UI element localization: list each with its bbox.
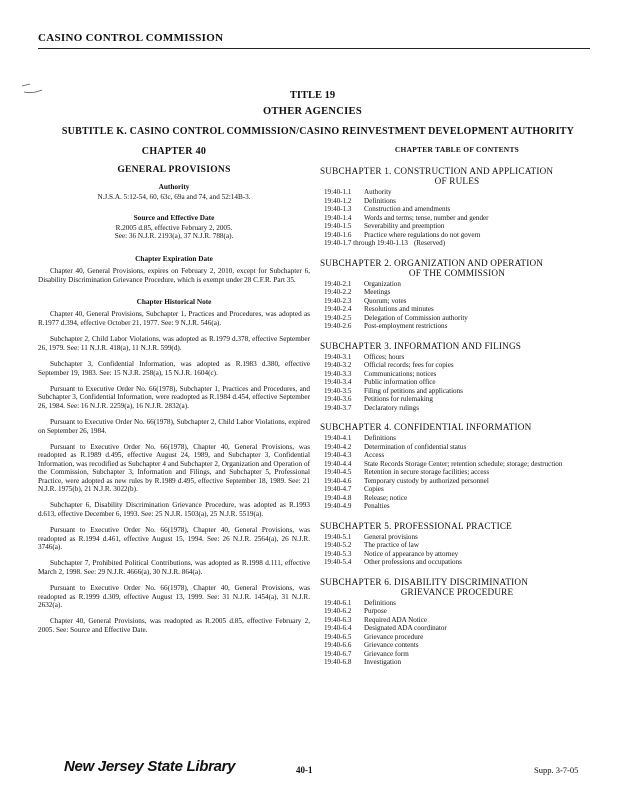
section-entry: [320, 305, 594, 314]
page-number: 40-1: [296, 765, 313, 775]
section-title: Access: [364, 451, 385, 460]
section-list: [320, 533, 594, 567]
section-title: The practice of law: [364, 541, 419, 550]
section-title: State Records Storage Center; retention schedule; storage; destruction: [364, 459, 563, 468]
section-title: Filing of petitions and applications: [364, 386, 463, 395]
history-paragraph: Subchapter 2, Child Labor Violations, was adopted as R.1979 d.378, effective September 26, 1979. See: 11 N.J.R. 418(a), 11 N.J.R. 599(d).: [38, 335, 310, 352]
section-title: Organization: [364, 279, 401, 288]
subchapter-title-line-2: OF RULES: [434, 176, 480, 187]
section-title: Quorum; votes: [364, 296, 407, 305]
subchapter-heading: [320, 341, 594, 351]
section-entry: [320, 641, 594, 650]
right-column: [320, 146, 594, 667]
chapter-name: GENERAL PROVISIONS: [117, 165, 231, 176]
table-of-contents: [320, 166, 594, 667]
source-line-1: R.2005 d.85, effective February 2, 2005.: [115, 224, 233, 233]
section-number: 19:40-4.1: [324, 434, 352, 443]
subchapter-title-line-1: SUBCHAPTER 3. INFORMATION AND FILINGS: [320, 340, 522, 351]
section-entry: [320, 494, 594, 503]
section-number: 19:40-3.4: [324, 378, 352, 387]
section-entry: [320, 314, 594, 323]
library-logo: New Jersey State Library: [64, 758, 236, 775]
section-title: Resolutions and minutes: [364, 305, 434, 314]
section-number: 19:40-1.6: [324, 230, 352, 239]
section-title: Definitions: [364, 598, 396, 607]
history-notes: [38, 310, 310, 634]
authority-heading: Authority: [158, 181, 190, 191]
section-entry: [320, 451, 594, 460]
section-number: 19:40-1.4: [324, 213, 352, 222]
section-entry: [320, 541, 594, 550]
history-paragraph: Chapter 40, General Provisions, was readopted as R.2005 d.85, effective February 2, 2005. See: Source and Effective Date.: [38, 617, 310, 634]
section-entry: [320, 650, 594, 659]
history-paragraph: Pursuant to Executive Order No. 66(1978), Chapter 40, General Provisions, was readopted as R.1999 d.309, effective August 13, 1999. See: 31 N.J.R. 1454(a), 31 N.J.R. 2632(a).: [38, 584, 310, 610]
section-entry: [320, 443, 594, 452]
authority-text: N.J.S.A. 5:12-54, 60, 63c, 69a and 74, and 52:14B-3.: [97, 193, 251, 202]
section-title: Grievance form: [364, 649, 409, 658]
section-entry: [320, 370, 594, 379]
history-paragraph: Pursuant to Executive Order No. 66(1978), Chapter 40, General Provisions, was readopted as R.1994 d.461, effective August 15, 1994. See: 26 N.J.R. 2564(a), 26 N.J.R. 3746(a).: [38, 526, 310, 551]
section-title: Communications; notices: [364, 369, 437, 378]
subchapter-title-line-1: SUBCHAPTER 4. CONFIDENTIAL INFORMATION: [320, 422, 532, 433]
section-entry: [320, 616, 594, 625]
section-number: 19:40-1.5: [324, 222, 352, 231]
section-title: Petitions for rulemaking: [364, 395, 433, 404]
section-title: Severability and preemption: [364, 222, 445, 231]
section-title: Release; notice: [364, 493, 408, 502]
section-number: 19:40-4.9: [324, 502, 352, 511]
section-title: Designated ADA coordinator: [364, 624, 447, 633]
section-number: 19:40-4.4: [324, 459, 352, 468]
subchapter-title-line-1: SUBCHAPTER 5. PROFESSIONAL PRACTICE: [320, 520, 512, 531]
section-title: Grievance procedure: [364, 632, 424, 641]
source-line-2: See: 36 N.J.R. 2193(a), 37 N.J.R. 788(a).: [114, 232, 234, 241]
section-title: Offices; hours: [364, 352, 405, 361]
expiration-text: Chapter 40, General Provisions, expires on February 2, 2010, except for Subchapter 6, Disability Discrimination Grievance Procedure, which is exempt under 28 C.F.R. Part 35.: [38, 267, 310, 284]
section-entry: [320, 197, 594, 206]
section-title: Authority: [364, 188, 392, 197]
section-title: Public information office: [364, 378, 436, 387]
section-number: 19:40-2.4: [324, 305, 352, 314]
section-entry: [320, 658, 594, 667]
running-head: CASINO CONTROL COMMISSION: [38, 32, 224, 44]
history-paragraph: Pursuant to Executive Order No. 66(1978), Subchapter 1, Practices and Procedures, and Subchapter 3, Confidential Information, were readopted as R.1984 d.454, effective September 26, 1984. See: 16 N.J.R. 2259(a), 16 N.J.R. 2832(a).: [38, 384, 310, 410]
section-title: Notice of appearance by attorney: [364, 549, 459, 558]
section-number: 19:40-5.2: [324, 541, 352, 550]
section-entry: [320, 231, 594, 240]
section-entry: [320, 205, 594, 214]
section-number: 19:40-6.1: [324, 598, 352, 607]
section-entry: [320, 297, 594, 306]
section-entry: [320, 395, 594, 404]
section-title: Definitions: [364, 434, 396, 443]
source-heading: Source and Effective Date: [133, 212, 215, 222]
section-number: 19:40-6.3: [324, 615, 352, 624]
section-number: 19:40-4.7: [324, 485, 352, 494]
section-entry: [320, 280, 594, 289]
supplement-date: Supp. 3-7-05: [534, 765, 579, 775]
section-number: 19:40-1.2: [324, 196, 352, 205]
section-entry: [320, 188, 594, 197]
section-entry: [320, 404, 594, 413]
history-heading: Chapter Historical Note: [136, 297, 212, 307]
section-number: 19:40-5.3: [324, 549, 352, 558]
section-list: [320, 280, 594, 331]
section-number: 19:40-6.8: [324, 658, 352, 667]
section-entry: [320, 378, 594, 387]
section-entry: [320, 477, 594, 486]
section-entry: [320, 322, 594, 331]
section-title: Other professions and occupations: [364, 558, 462, 567]
subchapter-heading: [320, 521, 594, 531]
section-number: 19:40-3.3: [324, 369, 352, 378]
section-title: Construction and amendments: [364, 205, 451, 214]
section-number: 19:40-4.6: [324, 476, 352, 485]
section-number: 19:40-3.6: [324, 395, 352, 404]
section-number: 19:40-4.5: [324, 468, 352, 477]
section-number: 19:40-3.1: [324, 352, 352, 361]
section-title: Copies: [364, 485, 384, 494]
section-list: [320, 353, 594, 413]
section-number: 19:40-3.5: [324, 386, 352, 395]
section-title: Grievance contents: [364, 641, 419, 650]
section-title: Delegation of Commission authority: [364, 313, 468, 322]
title-number: TITLE 19: [289, 90, 336, 101]
section-number: 19:40-3.7: [324, 403, 352, 412]
history-paragraph: Subchapter 7, Prohibited Political Contributions, was adopted as R.1998 d.111, effective March 2, 1998. See: 29 N.J.R. 4666(a), 30 N.J.R. 864(a).: [38, 559, 310, 576]
section-number: 19:40-4.8: [324, 493, 352, 502]
section-entry: [320, 222, 594, 231]
header-rule: [38, 48, 590, 49]
section-number: 19:40-3.2: [324, 361, 352, 370]
section-entry: [320, 533, 594, 542]
section-title: Practice where regulations do not govern: [364, 230, 481, 239]
section-number: 19:40-6.4: [324, 624, 352, 633]
left-column: [38, 146, 310, 634]
subchapter-heading: [320, 258, 594, 278]
subtitle-heading: SUBTITLE K. CASINO CONTROL COMMISSION/CASINO REINVESTMENT DEVELOPMENT AUTHORITY: [61, 126, 575, 137]
chapter-heading: CHAPTER 40: [141, 146, 207, 157]
section-title: Words and terms; tense, number and gender: [364, 213, 489, 222]
history-paragraph: Pursuant to Executive Order No. 66(1978), Chapter 40, General Provisions, was readopted as R.1989 d.495, effective August 24, 1989, and Subchapter 3, Confidential Information, was recodified as Subchapter 4 and Subchapter 2, Organization and Operation of the Commission, Subchapter 3, Information and Filings, and Subchapter 5, Professional Practice, were adopted as new rules by R.1989 d.495, effective September 18, 1989. See: 21 N.J.R. 1975(b), 21 N.J.R. 3022(b).: [38, 442, 310, 493]
section-number: 19:40-5.4: [324, 558, 352, 567]
section-number: 19:40-2.2: [324, 288, 352, 297]
subchapter-title-line-1: SUBCHAPTER 1. CONSTRUCTION AND APPLICATION: [320, 166, 554, 177]
section-entry: [320, 460, 594, 469]
section-number: 19:40-2.5: [324, 313, 352, 322]
section-number: 19:40-4.3: [324, 451, 352, 460]
section-list: [320, 188, 594, 248]
section-title: Required ADA Notice: [364, 615, 428, 624]
section-title: Definitions: [364, 196, 396, 205]
section-entry: [320, 239, 594, 248]
section-entry: [320, 434, 594, 443]
subchapter-heading: [320, 166, 594, 186]
section-title: Official records; fees for copies: [364, 361, 454, 370]
subchapter-title-line-1: SUBCHAPTER 2. ORGANIZATION AND OPERATION: [320, 257, 544, 268]
section-number: 19:40-1.3: [324, 205, 352, 214]
section-title: Penalties: [364, 502, 390, 511]
history-paragraph: Subchapter 6, Disability Discrimination Grievance Procedure, was adopted as R.1993 d.613, effective December 6, 1993. See: 25 N.J.R. 1503(a), 25 N.J.R. 5519(a).: [38, 501, 310, 518]
agency-heading: OTHER AGENCIES: [262, 106, 363, 117]
section-entry: [320, 607, 594, 616]
section-title: General provisions: [364, 532, 418, 541]
subchapter-heading: [320, 577, 594, 597]
section-entry: [320, 485, 594, 494]
section-title: Post-employment restrictions: [364, 322, 448, 331]
section-number: 19:40-5.1: [324, 532, 352, 541]
section-entry: [320, 633, 594, 642]
section-entry: [320, 361, 594, 370]
section-title: Temporary custody by authorized personnel: [364, 476, 489, 485]
section-number: 19:40-1.1: [324, 188, 352, 197]
section-entry: [320, 353, 594, 362]
section-title: Purpose: [364, 607, 387, 616]
section-entry: [320, 468, 594, 477]
subchapter-title-line-2: OF THE COMMISSION: [408, 267, 506, 278]
expiration-heading: Chapter Expiration Date: [135, 253, 213, 263]
section-number: 19:40-2.6: [324, 322, 352, 331]
section-number: 19:40-2.1: [324, 279, 352, 288]
section-list: [320, 434, 594, 511]
section-number: 19:40-6.6: [324, 641, 352, 650]
section-number: 19:40-2.3: [324, 296, 352, 305]
section-entry: [320, 502, 594, 511]
subchapter-title-line-2: GRIEVANCE PROCEDURE: [400, 586, 514, 597]
section-entry: [320, 624, 594, 633]
history-paragraph: Chapter 40, General Provisions, Subchapter 1, Practices and Procedures, was adopted as R.1977 d.394, effective October 21, 1977. See: 9 N.J.R. 546(a).: [38, 310, 310, 327]
section-entry: [320, 550, 594, 559]
history-paragraph: Pursuant to Executive Order No. 66(1978), Subchapter 2, Child Labor Violations, expired on September 26, 1984.: [38, 418, 310, 435]
section-entry: [320, 387, 594, 396]
subchapter-title-line-1: SUBCHAPTER 6. DISABILITY DISCRIMINATION: [320, 576, 529, 587]
section-list: [320, 599, 594, 667]
section-entry: [320, 214, 594, 223]
section-title: Meetings: [364, 288, 391, 297]
section-title: Declaratory rulings: [364, 403, 419, 412]
section-number: 19:40-6.2: [324, 607, 352, 616]
section-entry: [320, 558, 594, 567]
section-title: Retention in secure storage facilities; access: [364, 468, 490, 477]
section-title: Determination of confidential status: [364, 442, 467, 451]
section-entry: [320, 288, 594, 297]
toc-heading: CHAPTER TABLE OF CONTENTS: [394, 145, 520, 154]
section-number: 19:40-4.2: [324, 442, 352, 451]
section-title: (Reserved): [413, 239, 446, 248]
section-entry: [320, 599, 594, 608]
section-title: Investigation: [364, 658, 402, 667]
subchapter-heading: [320, 422, 594, 432]
history-paragraph: Subchapter 3, Confidential Information, was adopted as R.1983 d.380, effective September 19, 1983. See: 15 N.J.R. 258(a), 15 N.J.R. 1604(c).: [38, 360, 310, 377]
section-number: 19:40-1.7 through 19:40-1.13: [324, 239, 408, 248]
section-number: 19:40-6.5: [324, 632, 352, 641]
section-number: 19:40-6.7: [324, 649, 352, 658]
